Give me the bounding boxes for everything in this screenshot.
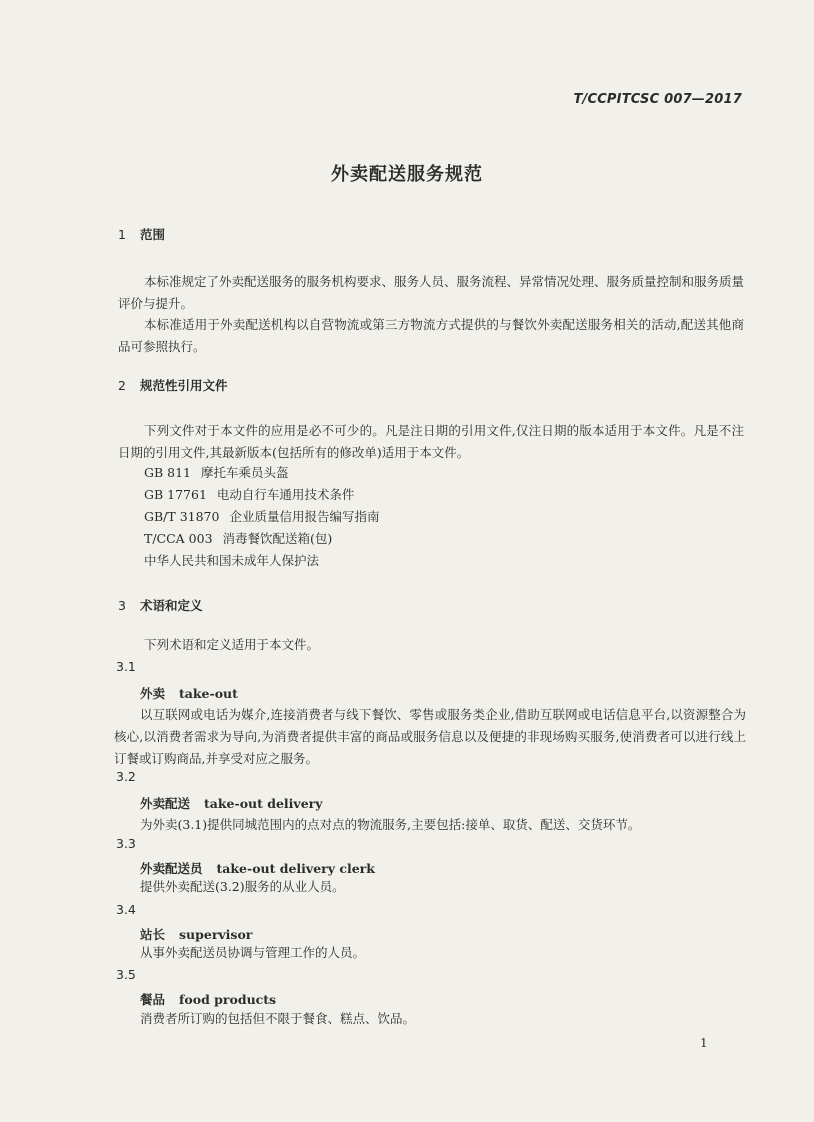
page-number: 1 xyxy=(700,1036,708,1050)
section-heading-scope xyxy=(118,225,165,243)
clause-number: 3.3 xyxy=(116,836,136,851)
term-cn: 外卖 xyxy=(140,686,166,701)
term-en: take-out xyxy=(179,686,238,701)
clause-number: 3.4 xyxy=(116,902,136,917)
reference-code: GB 17761 xyxy=(144,487,207,502)
reference-name: 企业质量信用报告编写指南 xyxy=(229,509,380,524)
term-en: take-out delivery clerk xyxy=(216,861,375,876)
section-heading-terms xyxy=(118,596,203,614)
term-definition: 消费者所订购的包括但不限于餐食、糕点、饮品。 xyxy=(140,1011,416,1026)
reference-code: GB/T 31870 xyxy=(144,509,220,524)
term-definition: 从事外卖配送员协调与管理工作的人员。 xyxy=(140,945,366,960)
term-definition: 为外卖(3.1)提供同城范围内的点对点的物流服务,主要包括:接单、取货、配送、交货环节。 xyxy=(140,817,641,832)
term-definition: 以互联网或电话为媒介,连接消费者与线下餐饮、零售或服务类企业,借助互联网或电话信息平台,以资源整合为核心,以消费者需求为导向,为消费者提供丰富的商品或服务信息以及便捷的非现场购买服务,使消费者可以进行线上订餐或订购商品,并享受对应之服务。 xyxy=(114,707,746,766)
term-definition: 提供外卖配送(3.2)服务的从业人员。 xyxy=(140,879,345,894)
term-cn: 餐品 xyxy=(140,992,166,1007)
term-entry xyxy=(140,990,276,1008)
reference-item xyxy=(144,550,319,572)
normative-intro: 下列文件对于本文件的应用是必不可少的。凡是注日期的引用文件,仅注日期的版本适用于本文件。凡是不注日期的引用文件,其最新版本(包括所有的修改单)适用于本文件。 xyxy=(118,423,744,460)
document-title: 外卖配送服务规范 xyxy=(331,164,483,185)
term-en: take-out delivery xyxy=(204,796,323,811)
term-entry xyxy=(140,925,252,943)
reference-code: T/CCA 003 xyxy=(144,531,213,546)
reference-name: 消毒餐饮配送箱(包) xyxy=(222,531,333,546)
term-entry xyxy=(140,684,238,702)
reference-code: GB 811 xyxy=(144,465,192,480)
term-cn: 站长 xyxy=(140,927,166,942)
section-number: 2 xyxy=(118,378,126,393)
term-cn: 外卖配送员 xyxy=(140,861,203,876)
reference-name: 电动自行车通用技术条件 xyxy=(216,487,355,502)
reference-item xyxy=(144,462,289,484)
section-title: 术语和定义 xyxy=(140,598,203,613)
reference-item xyxy=(144,528,332,550)
term-entry xyxy=(140,794,323,812)
reference-name: 摩托车乘员头盔 xyxy=(201,465,289,480)
terms-intro: 下列术语和定义适用于本文件。 xyxy=(144,637,320,652)
clause-number: 3.5 xyxy=(116,967,136,982)
section-title: 范围 xyxy=(140,227,166,242)
term-en: food products xyxy=(179,992,277,1007)
term-en: supervisor xyxy=(179,927,253,942)
document-code: T/CCPITCSC 007—2017 xyxy=(573,92,742,107)
section-number: 3 xyxy=(118,598,126,613)
section-number: 1 xyxy=(118,227,126,242)
scope-paragraph-2: 本标准适用于外卖配送机构以自营物流或第三方物流方式提供的与餐饮外卖配送服务相关的活动,配送其他商品可参照执行。 xyxy=(118,317,744,354)
section-heading-normative xyxy=(118,376,228,394)
reference-name: 中华人民共和国未成年人保护法 xyxy=(144,553,320,568)
reference-item xyxy=(144,506,379,528)
scope-paragraph-1: 本标准规定了外卖配送服务的服务机构要求、服务人员、服务流程、异常情况处理、服务质量控制和服务质量评价与提升。 xyxy=(118,274,745,311)
reference-item xyxy=(144,484,354,506)
term-cn: 外卖配送 xyxy=(140,796,191,811)
clause-number: 3.1 xyxy=(116,659,136,674)
section-title: 规范性引用文件 xyxy=(140,378,228,393)
clause-number: 3.2 xyxy=(116,769,136,784)
term-entry xyxy=(140,859,375,877)
